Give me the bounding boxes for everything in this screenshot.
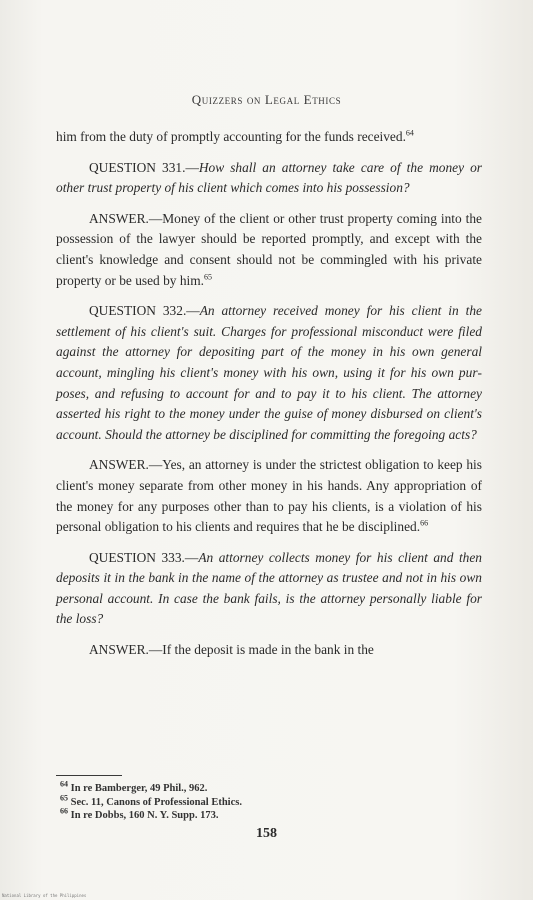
answer-332 <box>56 455 482 537</box>
question-text: An attorney collects money for his client and then deposits it in the bank in the name of the attorney as trustee and not in his own personal account. In case the bank fails, is the attorney personally liable for the loss? <box>56 549 483 627</box>
answer-text: ANSWER.—Money of the client or other trust property coming into the possession of the lawyer should be reported promptly, and except with the client's knowledge and consent should not be commingled with his private property or be used by him. <box>56 210 482 288</box>
answer-text: ANSWER.—Yes, an attorney is under the strictest obligation to keep his client's money separate from other money in his hands. Any appropriation of the money for any purposes other than to pay his clients, is a violation of his personal obligation to his clients and requires that he be disciplined. <box>56 457 482 535</box>
question-331 <box>56 158 482 199</box>
footnote-text: In re Dobbs, 160 N. Y. Supp. 173. <box>70 810 219 821</box>
footnotes <box>60 779 440 823</box>
question-332 <box>56 301 482 445</box>
running-header: Quizzers on Legal Ethics <box>191 92 342 107</box>
answer-331 <box>56 209 482 291</box>
question-333 <box>56 548 482 630</box>
answer-text: ANSWER.—If the deposit is made in the bank in the <box>89 642 374 658</box>
footnote-divider <box>56 775 122 776</box>
paragraph-text: him from the duty of promptly accounting for the funds received. <box>56 129 406 144</box>
footnote-number: 66 <box>60 806 68 816</box>
footnote <box>60 793 440 810</box>
footnote <box>60 779 440 796</box>
question-label: QUESTION 332.— <box>89 303 200 319</box>
footnote-ref: 65 <box>204 272 213 282</box>
page-body <box>56 127 482 671</box>
question-label: QUESTION 333.— <box>89 549 199 565</box>
footnote-number: 64 <box>60 779 68 789</box>
footnote-number: 65 <box>60 793 68 802</box>
answer-333 <box>56 640 482 661</box>
question-text: How shall an attorney take care of the money or other trust property of his client which comes into his possession? <box>56 159 482 196</box>
footnote-text: Sec. 11, Canons of Professional Ethics. <box>70 796 242 808</box>
paragraph-continuation <box>56 127 482 148</box>
scan-credit: National Library of the Philippines <box>2 893 87 898</box>
footnote-ref: 64 <box>405 128 414 138</box>
question-text: An attorney received money for his client in the settlement of his client's suit. Charges for professional misconduct were filed against the attorney for depositing part of the money in his own general account, mingling his client's money with his own, using it for his own purposes, and refusing to account for and to pay it to his client. The attorney asserted his right to the money under the guise of money disbursed on client's account. Should the attorney be disciplined for committing the foregoing acts? <box>56 303 482 442</box>
question-label: QUESTION 331.— <box>89 159 199 175</box>
footnote-text: In re Bamberger, 49 Phil., 962. <box>70 783 208 794</box>
footnote-ref: 66 <box>420 518 429 528</box>
footnote <box>60 806 440 823</box>
page-number: 158 <box>256 826 277 841</box>
